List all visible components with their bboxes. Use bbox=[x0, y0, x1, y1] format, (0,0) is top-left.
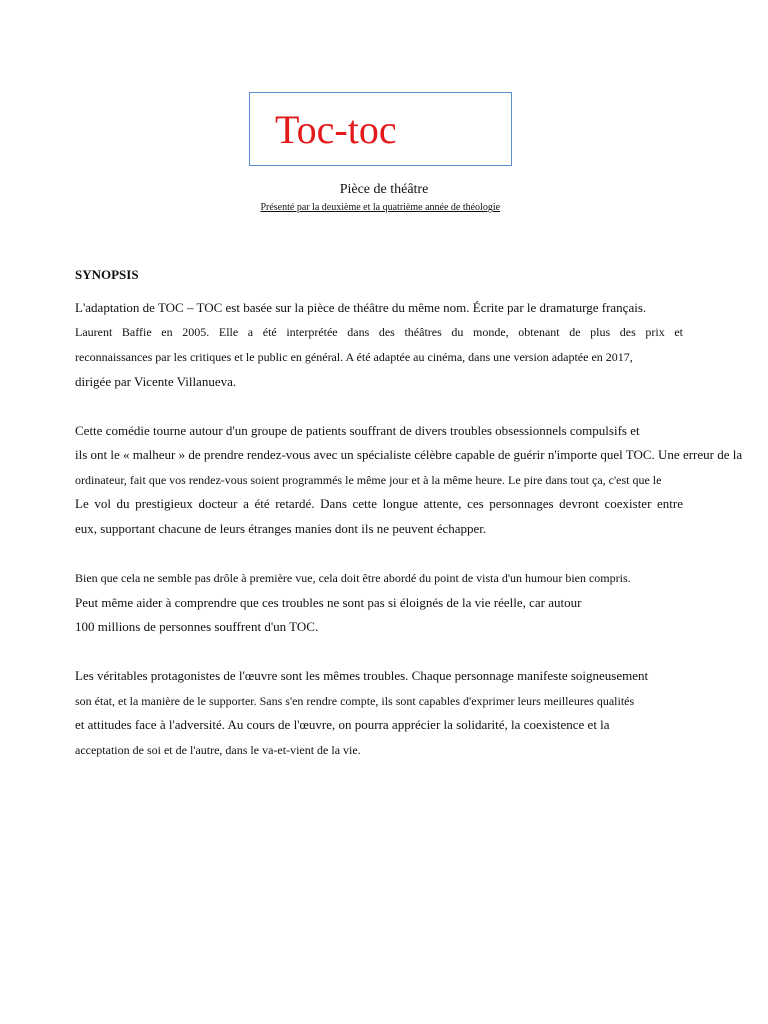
paragraph-line: dirigée par Vicente Villanueva. bbox=[75, 374, 237, 389]
section-heading: SYNOPSIS bbox=[75, 267, 139, 282]
paragraph-line: et attitudes face à l'adversité. Au cours de l'œuvre, on pourra apprécier la solidarité, la coexistence et la bbox=[75, 717, 610, 732]
paragraph-line: Laurent Baffie en 2005. Elle a été interprétée dans des théâtres du monde, obtenant de plus des prix et bbox=[75, 325, 683, 339]
document-title: Toc-toc bbox=[275, 107, 397, 152]
subtitle: Pièce de théâtre bbox=[339, 182, 429, 197]
paragraph-line: Les véritables protagonistes de l'œuvre sont les mêmes troubles. Chaque personnage manifeste soigneusement bbox=[75, 668, 649, 683]
paragraph-line: 100 millions de personnes souffrent d'un TOC. bbox=[75, 619, 319, 634]
paragraph-line: ils ont le « malheur » de prendre rendez-vous avec un spécialiste célèbre capable de guérir n'importe quel TOC. Une erreur de la bbox=[75, 447, 743, 462]
paragraph-line: Bien que cela ne semble pas drôle à première vue, cela doit être abordé du point de vista d'un humour bien compris. bbox=[75, 571, 631, 585]
paragraph-line: Peut même aider à comprendre que ces troubles ne sont pas si éloignés de la vie réelle, car autour bbox=[75, 595, 582, 610]
paragraph-line: Le vol du prestigieux docteur a été retardé. Dans cette longue attente, ces personnages devront coexister entre bbox=[75, 496, 683, 511]
paragraph-line: reconnaissances par les critiques et le public en général. A été adaptée au cinéma, dans une version adaptée en 2017, bbox=[75, 350, 633, 364]
paragraph-line: acceptation de soi et de l'autre, dans le va-et-vient de la vie. bbox=[75, 743, 361, 757]
paragraph-line: son état, et la manière de le supporter. Sans s'en rendre compte, ils sont capables d'exprimer leurs meilleures qualités bbox=[75, 694, 635, 708]
paragraph-line: ordinateur, fait que vos rendez-vous soient programmés le même jour et à la même heure. Le pire dans tout ça, c'est que le bbox=[75, 473, 662, 487]
presented-by-text: Présenté par la deuxième et la quatrième année de théologie bbox=[260, 202, 501, 213]
paragraph-line: Cette comédie tourne autour d'un groupe de patients souffrant de divers troubles obsessionnels compulsifs et bbox=[75, 423, 640, 438]
paragraph-line: eux, supportant chacune de leurs étranges manies dont ils ne peuvent échapper. bbox=[75, 521, 487, 536]
presented-by bbox=[0, 201, 768, 215]
paragraph-line: L'adaptation de TOC – TOC est basée sur la pièce de théâtre du même nom. Écrite par le dramaturge français. bbox=[75, 300, 647, 315]
title-box bbox=[249, 92, 512, 166]
